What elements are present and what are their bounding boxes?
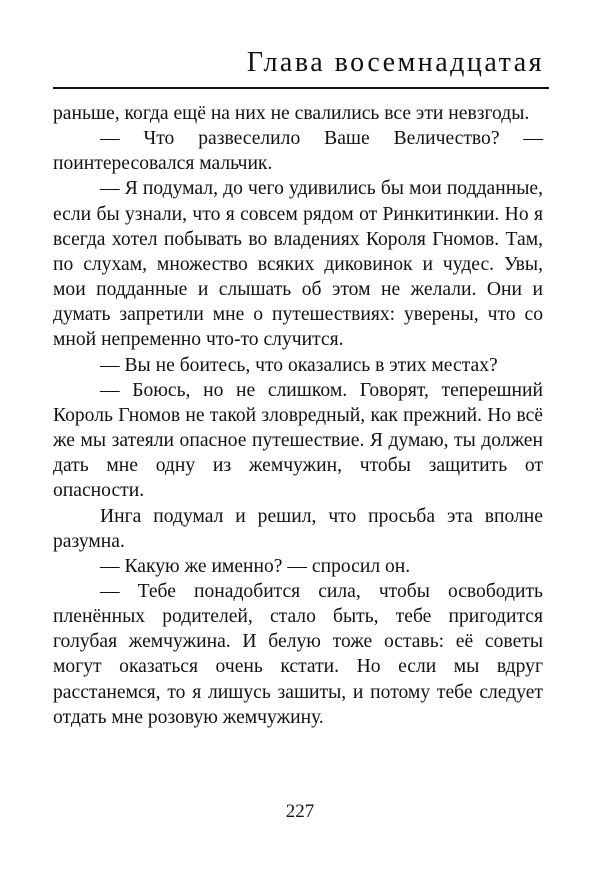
paragraph: — Что развеселило Ваше Величество? — поинтересовался мальчик. (53, 128, 543, 175)
paragraph: — Боюсь, но не слишком. Говорят, теперешний Король Гномов не такой зловредный, как прежний. Но всё же мы затеяли опасное путешествие. Я думаю, ты должен дать мне одну из жемчужин, чтобы защитить от опасности. (53, 379, 543, 502)
paragraph: — Я подумал, до чего удивились бы мои подданные, если бы узнали, что я совсем рядом от Ринкитинкии. Но я всегда хотел побывать во владениях Короля Гномов. Там, по слухам, множество всяких диковинок и чудес. Увы, мои подданные и слышать об этом не желали. Они и думать запретили мне о путешествиях: уверены, что со мной непременно что-то случится. (53, 178, 543, 351)
page-number: 227 (285, 801, 315, 822)
paragraph: раньше, когда ещё на них не свалились все эти невзгоды. (53, 103, 530, 124)
paragraph: — Тебе понадобится сила, чтобы освободить пленённых родителей, стало быть, тебе пригодится голубая жемчужина. И белую тоже оставь: её советы могут оказаться очень кстати. Но если мы вдруг расстанемся, то я лишусь зашиты, и потому тебе следует отдать мне розовую жемчужину. (53, 580, 543, 728)
paragraph: Инга подумал и решил, что просьба эта вполне разумна. (53, 505, 543, 552)
body-text (53, 101, 543, 730)
header-rule (53, 87, 549, 89)
paragraph: — Вы не боитесь, что оказались в этих местах? (100, 354, 498, 376)
paragraph: — Какую же именно? — спросил он. (100, 555, 411, 577)
running-head-chapter-title: Глава восемнадцатая (246, 47, 544, 78)
